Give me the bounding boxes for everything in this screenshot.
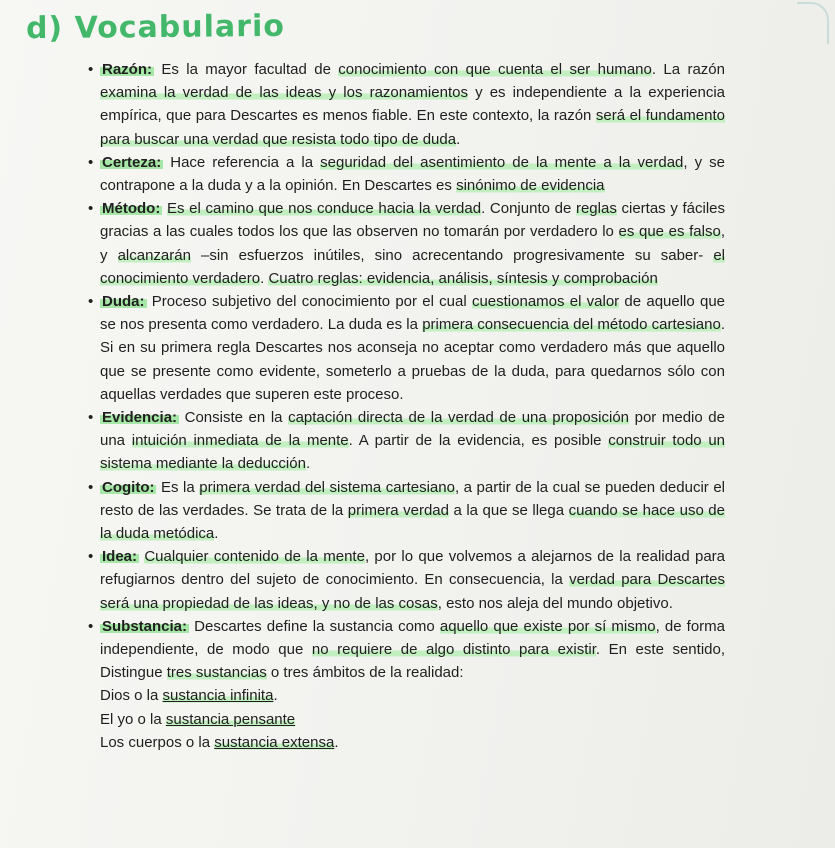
bullet-icon: • (88, 153, 94, 171)
definition-text: Descartes define la sustancia como (189, 617, 440, 635)
definition-text: . (273, 687, 278, 705)
definition-text: , y (100, 223, 725, 264)
bullet-icon: • (88, 617, 94, 635)
highlighted-text: conocimiento con que cuenta el ser humano (338, 61, 652, 78)
definition-text: Consiste en la (179, 409, 289, 427)
vocab-item (88, 197, 726, 290)
vocab-term: Certeza: (102, 153, 162, 171)
substance-line (100, 731, 725, 754)
definition-text: . (334, 733, 339, 751)
definition-text: de aquello que se nos presenta como verdadero. La duda es la (100, 293, 726, 334)
definition-text: Hace referencia a la (163, 153, 321, 171)
highlighted-text: sustancia infinita (162, 687, 274, 705)
definition-text: y es independiente a la experiencia empírica, que para Descartes es menos fiable. En este contexto, la razón (100, 84, 726, 125)
definition-text: , esto nos aleja del mundo objetivo. (437, 594, 673, 612)
bullet-icon: • (88, 409, 94, 427)
highlighted-text: Cualquier contenido de la mente (144, 548, 365, 566)
vocab-item (88, 290, 726, 406)
definition-text: . (214, 525, 219, 543)
definition-text: o tres ámbitos de la realidad: (266, 664, 464, 682)
highlighted-text: intuición inmediata de la mente (131, 432, 349, 450)
vocab-item (88, 58, 726, 151)
definition-text: Es la (156, 478, 200, 496)
definition-text: . A partir de la evidencia, es posible (348, 432, 609, 450)
vocab-item (88, 615, 726, 754)
definition-text: . (260, 269, 269, 287)
highlighted-text: cuando se hace uso de la duda metódica (100, 501, 725, 543)
definition-text: . (305, 455, 311, 473)
bullet-icon: • (88, 200, 94, 218)
highlighted-text: alcanzarán (117, 246, 191, 264)
definition-text: . Conjunto de (481, 200, 576, 218)
highlighted-text: será el fundamento para buscar una verdad que resista todo tipo de duda (100, 107, 725, 148)
substance-line (100, 684, 725, 707)
definition-text: –sin esfuerzos inútiles, sino acrecentando progresivamente su saber- (190, 246, 714, 264)
vocab-item (88, 476, 725, 546)
definition-text: , de forma independiente, de modo que (100, 617, 726, 659)
definition-text: por medio de una (100, 409, 725, 450)
vocab-term: Duda: (102, 293, 145, 311)
vocab-item (88, 406, 726, 476)
vocab-term: Razón: (102, 61, 152, 78)
definition-text: . (456, 130, 461, 148)
highlighted-text: Cuatro reglas: evidencia, análisis, síntesis y comprobación (268, 269, 658, 287)
highlighted-text: es que es falso (618, 223, 721, 241)
highlighted-text: primera verdad (347, 501, 449, 519)
bullet-icon: • (88, 548, 94, 566)
definition-text: a la que se llega (449, 501, 569, 519)
highlighted-text: primera consecuencia del método cartesiano (422, 316, 721, 334)
highlighted-text: cuestionamos el valor (471, 293, 620, 311)
definition-text: El yo o la (100, 710, 166, 728)
definition-text: , y se contrapone a la duda y a la opinión. En Descartes es (100, 153, 725, 195)
bullet-icon: • (88, 61, 94, 78)
vocab-term: Substancia: (102, 617, 188, 635)
definition-text: . La razón (651, 61, 725, 78)
highlighted-text: verdad para Descartes será una propiedad de las ideas, y no de las cosas (100, 571, 725, 612)
bullet-icon: • (88, 478, 94, 496)
definition-text: Los cuerpos o la (100, 733, 215, 751)
definition-text: Dios o la (100, 687, 163, 705)
vocab-term: Idea: (102, 548, 138, 566)
handwritten-title: d) Vocabulario (25, 8, 286, 47)
highlighted-text: sustancia extensa (214, 733, 335, 751)
vocabulary-list (88, 58, 726, 754)
highlighted-text: no requiere de algo distinto para existir (311, 641, 596, 659)
substance-line (100, 708, 725, 731)
definition-text: . En este sentido, Distingue (100, 641, 726, 682)
definition-text: . Si en su primera regla Descartes nos aconseja no aceptar como verdadero más que aquello que se presente como evidente, someterlo a pruebas de la duda, para quedarnos sólo con aquellas verdades que superen este proceso. (100, 316, 725, 403)
vocab-item (88, 545, 726, 615)
highlighted-text: construir todo un sistema mediante la deducción (100, 432, 726, 473)
bullet-icon: • (88, 293, 94, 311)
highlighted-text: Es el camino que nos conduce hacia la verdad (166, 200, 482, 218)
definition-text: , a partir de la cual se pueden deducir el resto de las verdades. Se trata de la (100, 478, 725, 519)
vocab-term: Método: (102, 200, 161, 218)
highlighted-text: sustancia pensante (165, 710, 296, 728)
definition-text: Es la mayor facultad de (154, 61, 339, 78)
definition-text: , por lo que volvemos a alejarnos de la realidad para refugiarnos dentro del sujeto de conocimiento. En consecuencia, la (100, 548, 726, 589)
highlighted-text: el conocimiento verdadero (100, 246, 726, 287)
vocab-item (88, 151, 725, 197)
highlighted-text: sinónimo de evidencia (456, 177, 605, 195)
margin-pen-mark (797, 2, 829, 44)
vocab-term: Cogito: (102, 478, 155, 496)
highlighted-text: examina la verdad de las ideas y los razonamientos (100, 84, 468, 102)
highlighted-text: seguridad del asentimiento de la mente a la verdad (320, 153, 684, 171)
highlighted-text: primera verdad del sistema cartesiano (199, 478, 455, 496)
highlighted-text: tres sustancias (166, 664, 267, 682)
highlighted-text: reglas (575, 200, 617, 218)
definition-text: Proceso subjetivo del conocimiento por el cual (146, 293, 472, 311)
vocab-term: Evidencia: (102, 409, 178, 427)
highlighted-text: aquello que existe por sí mismo (439, 617, 656, 635)
highlighted-text: captación directa de la verdad de una proposición (288, 409, 630, 427)
definition-text: ciertas y fáciles gracias a las cuales todos los que las observen no tomarán por verdadero lo (100, 200, 725, 241)
